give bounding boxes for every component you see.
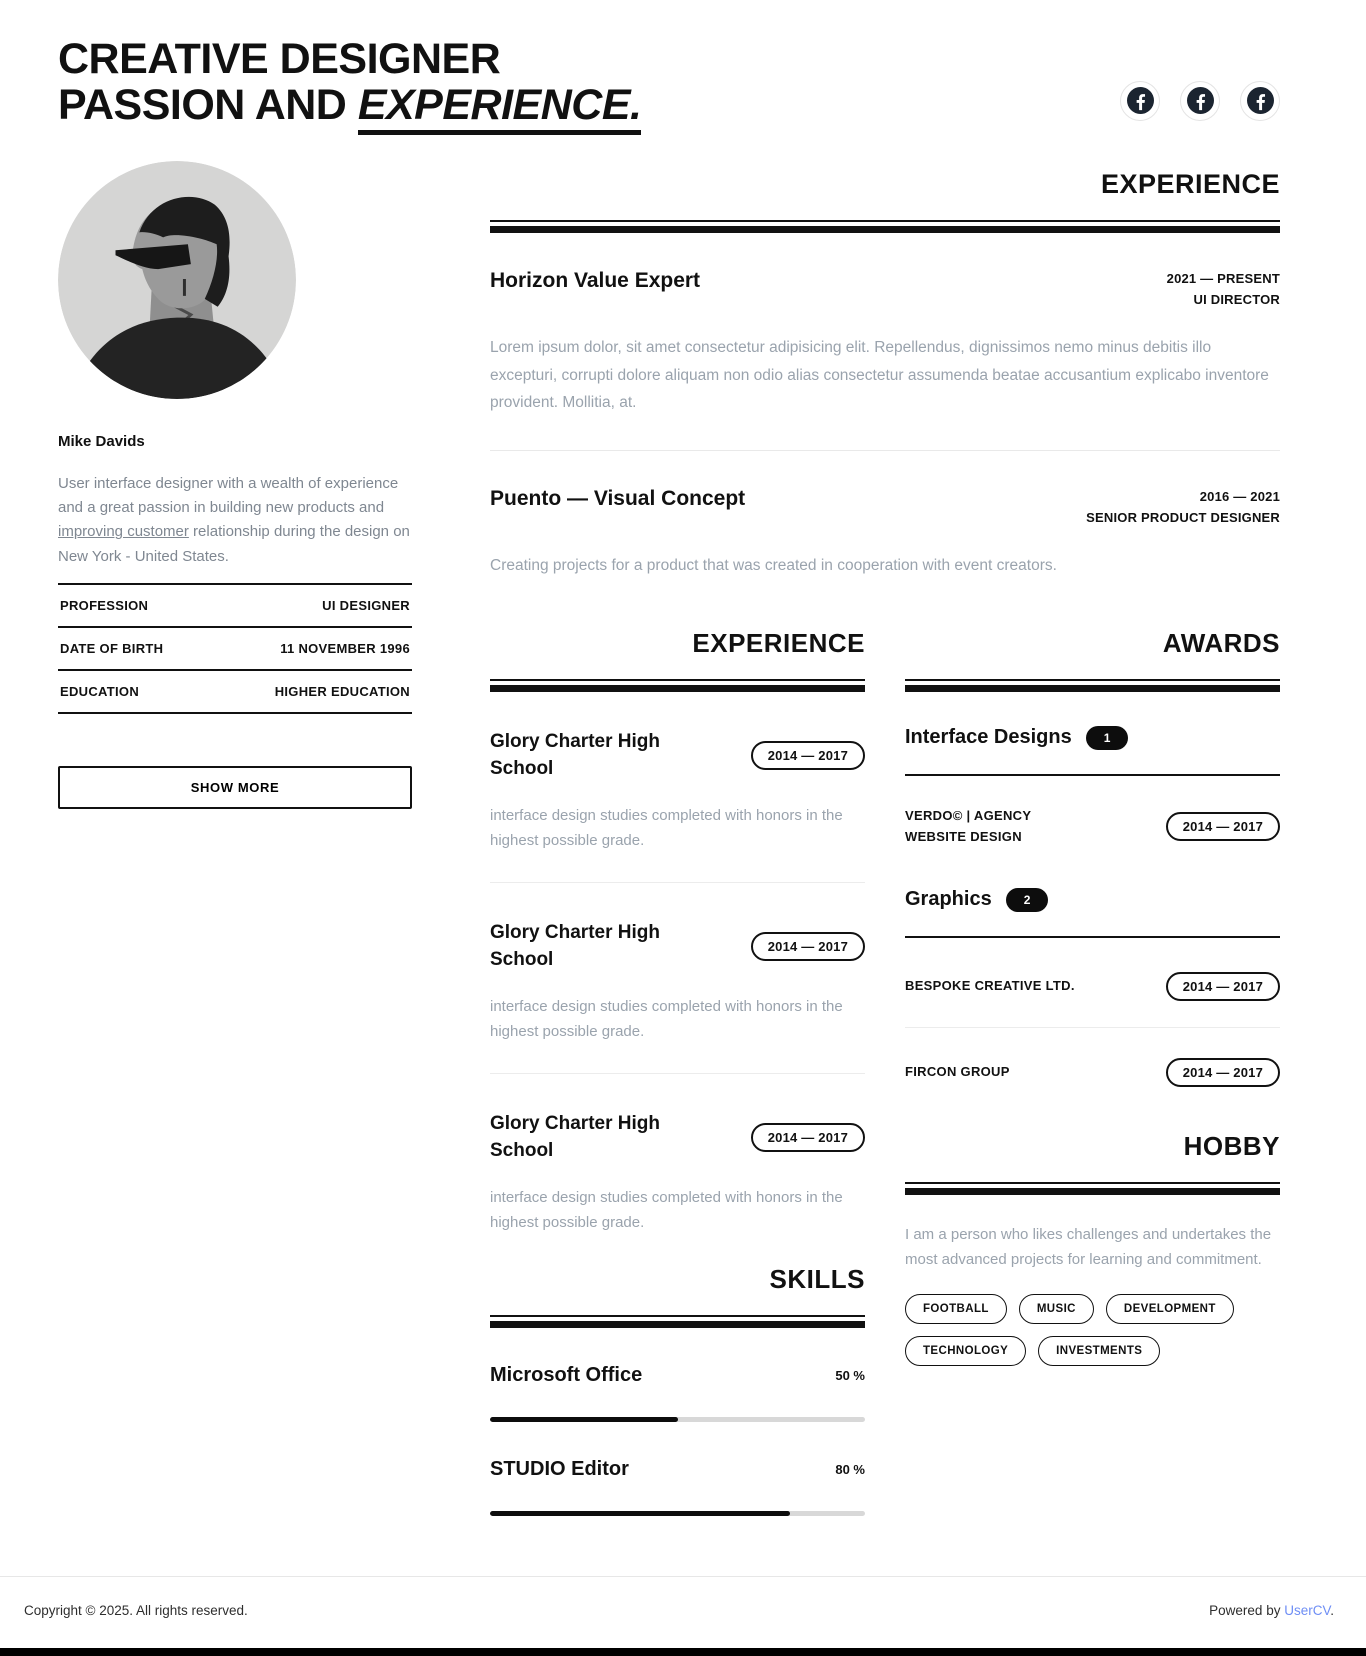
skills-heading: SKILLS [769, 1263, 865, 1294]
bio-post: relationship during the design on New York - United States. [58, 523, 410, 565]
period-pill: 2014 — 2017 [751, 932, 865, 961]
bio-link[interactable]: improving customer [58, 523, 189, 541]
hobby-tag: FOOTBALL [905, 1294, 1007, 1324]
section-divider [905, 1182, 1280, 1195]
show-more-button[interactable]: SHOW MORE [58, 766, 412, 809]
bottom-bar [0, 1648, 1366, 1656]
skill-item [490, 1458, 865, 1516]
job-description: Lorem ipsum dolor, sit amet consectetur adipisicing elit. Repellendus, dignissimos nemo minus debitis illo excepturi, corrupti dolore aliquam non odio alias consectetur assumenda beatae accusantium explicabo inventore provident. Mollitia, at. [490, 339, 1269, 411]
copyright-text: Copyright © 2025. All rights reserved. [24, 1602, 248, 1618]
detail-label: DATE OF BIRTH [60, 641, 164, 657]
hobby-section [905, 1131, 1280, 1367]
content [0, 161, 1366, 1576]
hobby-tag: TECHNOLOGY [905, 1336, 1026, 1366]
job-meta [1167, 269, 1280, 311]
job-description: Creating projects for a product that was created in cooperation with event creators. [490, 557, 1057, 575]
detail-value: 11 NOVEMBER 1996 [280, 641, 410, 657]
education-item [490, 919, 865, 1045]
facebook-icon [1127, 87, 1154, 114]
education-title: Glory Charter High School [490, 921, 660, 971]
skill-progress-bar [490, 1417, 865, 1422]
facebook-button-3[interactable] [1240, 81, 1280, 121]
period-pill: 2014 — 2017 [751, 741, 865, 770]
header [0, 0, 1366, 129]
experience-heading: EXPERIENCE [1100, 168, 1280, 199]
page-title-line1: CREATIVE DESIGNER [58, 35, 501, 83]
detail-row-education [58, 671, 412, 714]
education-heading: EXPERIENCE [692, 627, 865, 658]
footer [0, 1576, 1366, 1648]
period-pill: 2014 — 2017 [1166, 972, 1280, 1001]
left-column [490, 620, 865, 1516]
divider [490, 882, 865, 883]
award-entry [905, 1058, 1280, 1087]
detail-label: EDUCATION [60, 684, 140, 700]
divider [905, 1027, 1280, 1028]
facebook-button-1[interactable] [1120, 81, 1160, 121]
section-divider [490, 1315, 865, 1328]
education-section [490, 628, 865, 1236]
awards-section [905, 628, 1280, 1087]
two-column-area [490, 620, 1280, 1516]
job-period: 2021 — PRESENT [1166, 270, 1280, 286]
skill-progress-fill [490, 1417, 678, 1422]
hobby-tag: INVESTMENTS [1038, 1336, 1160, 1366]
page-title [58, 36, 641, 129]
job-role: SENIOR PRODUCT DESIGNER [1086, 509, 1280, 525]
skills-section [490, 1264, 865, 1516]
powered-by [1209, 1603, 1334, 1618]
divider [490, 1073, 865, 1074]
facebook-icon [1187, 87, 1214, 114]
profile-details [58, 583, 412, 714]
section-divider [490, 220, 1280, 233]
education-item [490, 728, 865, 854]
education-title: Glory Charter High School [490, 730, 660, 780]
profile-photo [58, 161, 296, 399]
period-pill: 2014 — 2017 [1166, 1058, 1280, 1087]
job-item [490, 269, 1280, 416]
skill-name: Microsoft Office [490, 1363, 643, 1386]
award-entry [905, 972, 1280, 1001]
detail-value: UI DESIGNER [322, 598, 410, 614]
job-company: Horizon Value Expert [490, 268, 701, 292]
hobby-text: I am a person who likes challenges and undertakes the most advanced projects for learning and commitment. [905, 1225, 1272, 1268]
social-links [1120, 81, 1280, 121]
hobby-heading: HOBBY [1183, 1130, 1280, 1161]
divider [490, 450, 1280, 451]
person-name: Mike Davids [58, 432, 145, 450]
job-period: 2016 — 2021 [1199, 488, 1280, 504]
job-role: UI DIRECTOR [1193, 291, 1280, 307]
main-content [490, 161, 1280, 1516]
powered-suffix: . [1330, 1602, 1334, 1618]
right-column [905, 620, 1280, 1516]
award-group [905, 888, 1280, 1087]
divider [905, 936, 1280, 938]
hobby-tag: DEVELOPMENT [1106, 1294, 1234, 1324]
experience-section [490, 169, 1280, 580]
skill-name: STUDIO Editor [490, 1457, 629, 1480]
facebook-button-2[interactable] [1180, 81, 1220, 121]
job-item [490, 487, 1280, 580]
skill-percent: 50 % [835, 1367, 865, 1383]
section-divider [490, 679, 865, 692]
usercv-link[interactable]: UserCV [1284, 1602, 1331, 1618]
period-pill: 2014 — 2017 [1166, 812, 1280, 841]
sidebar [58, 161, 412, 1516]
detail-value: HIGHER EDUCATION [274, 684, 410, 700]
award-group-title: Interface Designs [905, 726, 1072, 749]
hobby-tag: MUSIC [1019, 1294, 1094, 1324]
powered-prefix: Powered by [1209, 1602, 1285, 1618]
award-entry-name: BESPOKE CREATIVE LTD. [905, 978, 1075, 994]
period-pill: 2014 — 2017 [751, 1123, 865, 1152]
bio-text [58, 472, 412, 569]
award-group-title: Graphics [905, 888, 992, 911]
education-item [490, 1110, 865, 1236]
award-group [905, 726, 1280, 848]
education-description: interface design studies completed with honors in the highest possible grade. [490, 997, 843, 1041]
detail-label: PROFESSION [60, 598, 149, 614]
section-divider [905, 679, 1280, 692]
education-title: Glory Charter High School [490, 1112, 660, 1162]
award-entry-name: VERDO© | AGENCY WEBSITE DESIGN [905, 807, 1032, 844]
job-meta [1086, 487, 1280, 529]
skill-item [490, 1364, 865, 1422]
award-entry [905, 806, 1280, 848]
skill-progress-fill [490, 1511, 790, 1516]
awards-heading: AWARDS [1162, 627, 1280, 658]
facebook-icon [1247, 87, 1274, 114]
page-title-line2-prefix: PASSION AND [58, 81, 358, 130]
hobby-tags [905, 1294, 1280, 1366]
skill-progress-bar [490, 1511, 865, 1516]
job-company: Puento — Visual Concept [490, 486, 746, 510]
education-description: interface design studies completed with honors in the highest possible grade. [490, 806, 843, 850]
award-count-badge: 2 [1006, 888, 1049, 912]
detail-row-profession [58, 585, 412, 628]
education-description: interface design studies completed with honors in the highest possible grade. [490, 1188, 843, 1232]
bio-pre: User interface designer with a wealth of experience and a great passion in building new products and [58, 474, 399, 517]
award-count-badge: 1 [1086, 726, 1129, 750]
page-title-emphasis: EXPERIENCE. [358, 81, 642, 135]
award-entry-name: FIRCON GROUP [905, 1064, 1010, 1080]
skill-percent: 80 % [835, 1461, 865, 1477]
detail-row-date-of-birth [58, 628, 412, 671]
divider [905, 774, 1280, 776]
